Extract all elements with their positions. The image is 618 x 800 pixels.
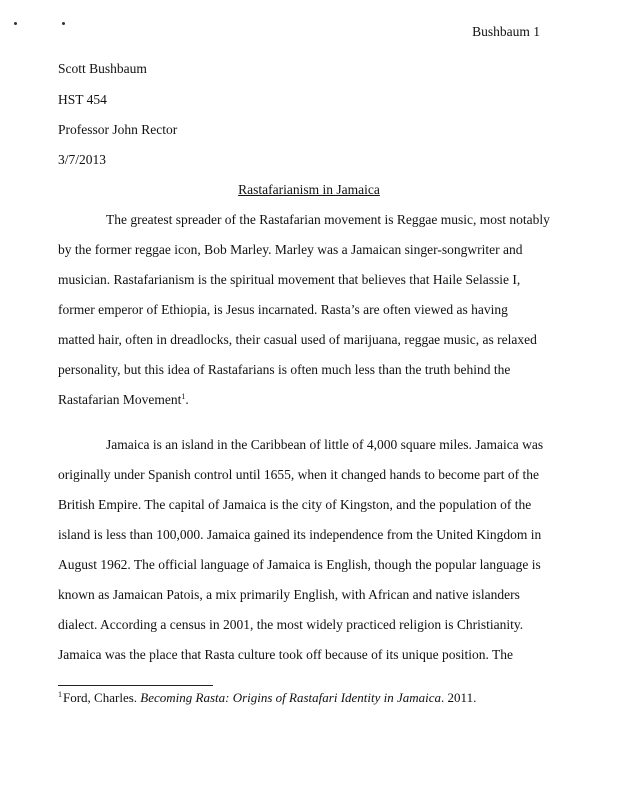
paragraph-line: by the former reggae icon, Bob Marley. Marley was a Jamaican singer-songwriter and xyxy=(58,242,523,257)
paragraph-line: matted hair, often in dreadlocks, their casual used of marijuana, reggae music, as relaxed xyxy=(58,332,537,347)
professor-name: Professor John Rector xyxy=(58,122,178,137)
paragraph-line: British Empire. The capital of Jamaica is the city of Kingston, and the population of the xyxy=(58,497,532,512)
footnote-book-title: Becoming Rasta: Origins of Rastafari Identity in Jamaica xyxy=(140,690,442,705)
document-date: 3/7/2013 xyxy=(58,152,107,167)
paragraph-line-last xyxy=(58,392,189,408)
title-text: Rastafarianism in Jamaica xyxy=(238,182,380,197)
footnote-author: Ford, Charles. xyxy=(63,690,141,705)
paragraph-line: former emperor of Ethiopia, is Jesus incarnated. Rasta’s are often viewed as having xyxy=(58,302,508,317)
paragraph-line: personality, but this idea of Rastafarians is often much less than the truth behind the xyxy=(58,362,511,377)
course-number: HST 454 xyxy=(58,92,107,107)
paragraph-line: dialect. According a census in 2001, the most widely practiced religion is Christianity. xyxy=(58,617,524,632)
footnote-mark: 1 xyxy=(58,690,62,699)
paragraph-period: . xyxy=(185,392,189,407)
paragraph-line: August 1962. The official language of Jamaica is English, though the popular language is xyxy=(58,557,541,572)
author-name: Scott Bushbaum xyxy=(58,61,147,76)
running-head: Bushbaum 1 xyxy=(472,24,540,39)
paragraph-line: originally under Spanish control until 1655, when it changed hands to become part of the xyxy=(58,467,540,482)
footnote-year: . 2011. xyxy=(441,690,477,705)
scan-speck xyxy=(62,22,65,25)
paragraph-line: musician. Rastafarianism is the spiritual movement that believes that Haile Selassie I, xyxy=(58,272,521,287)
footnote-reference[interactable]: 1 xyxy=(181,392,186,401)
paragraph-line: known as Jamaican Patois, a mix primarily English, with African and native islanders xyxy=(58,587,520,602)
paragraph-line: The greatest spreader of the Rastafarian movement is Reggae music, most notably xyxy=(106,212,550,227)
paragraph-line-text: Rastafarian Movement xyxy=(58,392,182,407)
paragraph-line: island is less than 100,000. Jamaica gained its independence from the United Kingdom in xyxy=(58,527,542,542)
document-title xyxy=(0,182,618,198)
scan-speck xyxy=(14,22,17,25)
paragraph-line: Jamaica is an island in the Caribbean of little of 4,000 square miles. Jamaica was xyxy=(106,437,544,452)
footnote xyxy=(58,690,476,706)
paragraph-line: Jamaica was the place that Rasta culture took off because of its unique position. The xyxy=(58,647,513,662)
footnote-separator xyxy=(58,685,213,686)
